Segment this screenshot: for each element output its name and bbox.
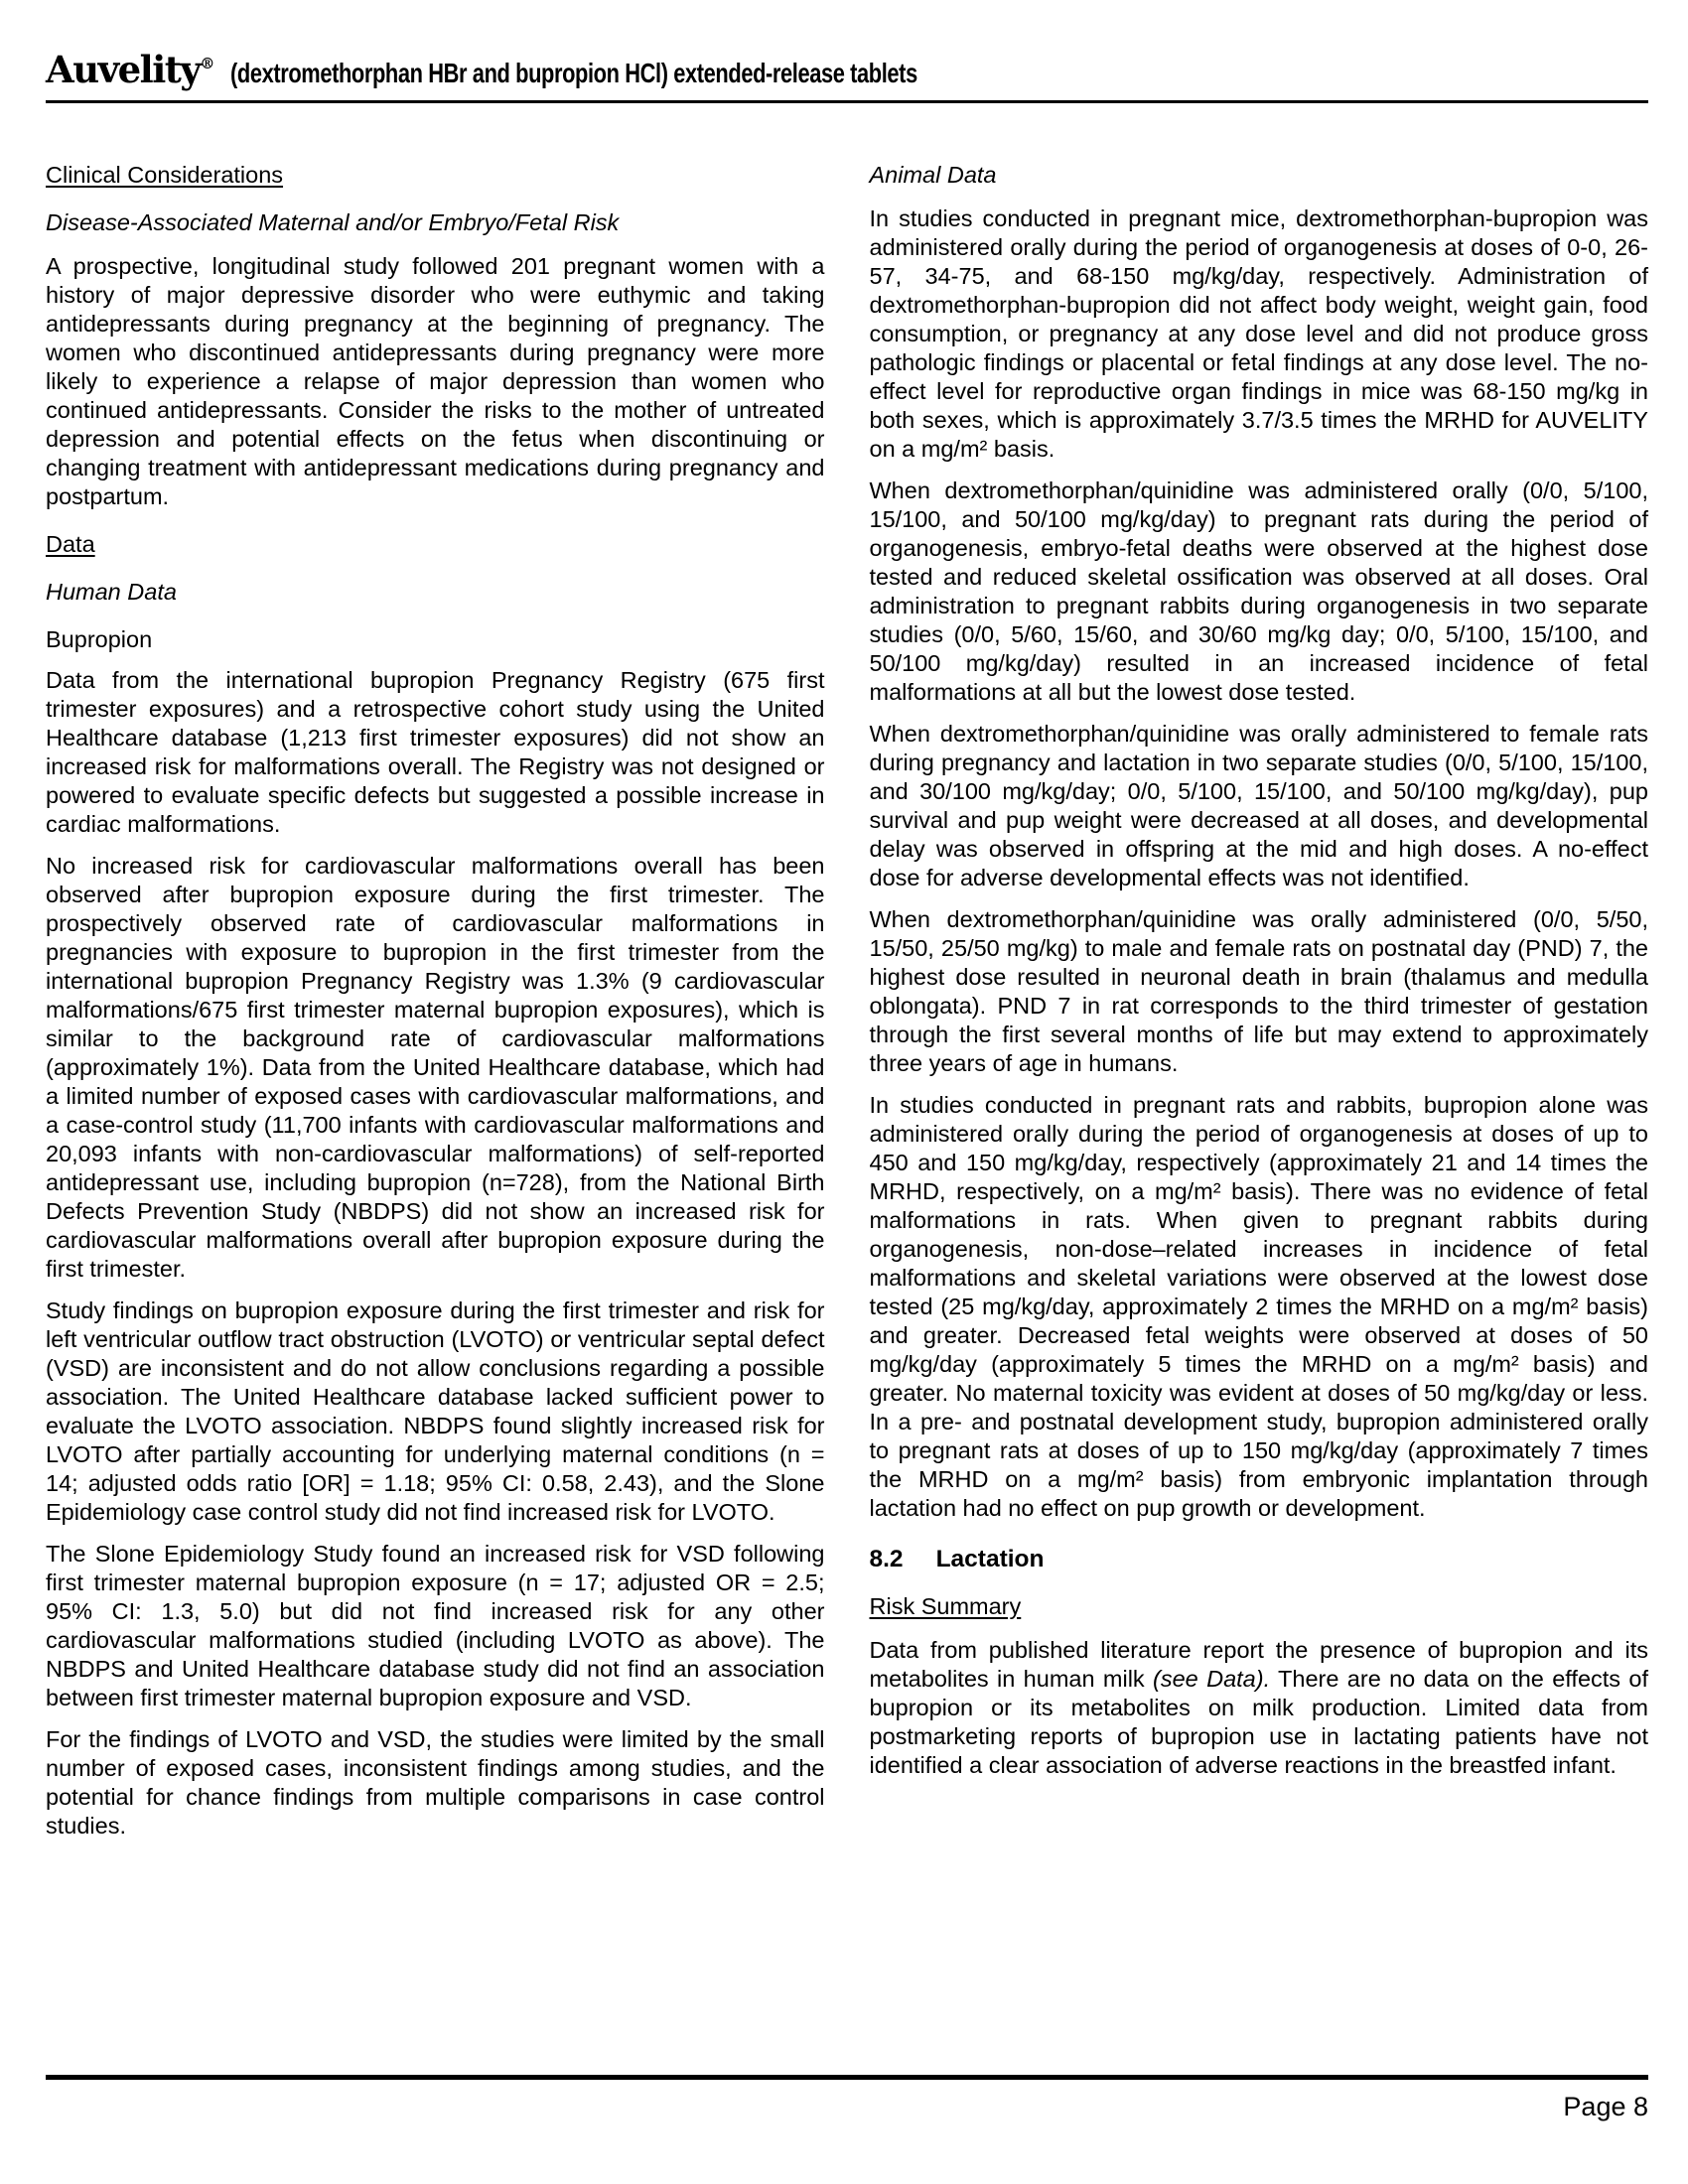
footer-divider — [46, 2075, 1648, 2080]
left-column — [46, 161, 825, 1853]
heading-disease-associated-risk: Disease-Associated Maternal and/or Embryo/Fetal Risk — [46, 209, 620, 235]
right-column — [870, 161, 1649, 1853]
heading-human-data: Human Data — [46, 579, 177, 605]
page-header — [46, 48, 1648, 103]
brand-logo — [46, 48, 214, 91]
page-number: Page 8 — [1563, 2092, 1648, 2121]
paragraph-animal-2: When dextromethorphan/quinidine was administered orally (0/0, 5/100, 15/100, and 50/100 mg/kg/day) to pregnant rats during the period of organogenesis, embryo-fetal deaths were observed at the highest dose tested and reduced skeletal ossification was observed at all doses. Oral administration to pregnant rabbits during organogenesis in two separate studies (0/0, 5/60, 15/60, and 30/60 mg/kg day; 0/0, 5/100, 15/100, and 50/100 mg/kg/day) resulted in an increased incidence of fetal malformations at all but the lowest dose tested. — [869, 478, 1648, 705]
heading-data: Data — [46, 531, 95, 557]
heading-clinical-considerations: Clinical Considerations — [46, 162, 284, 188]
heading-section-8-2-lactation — [870, 1545, 1649, 1573]
paragraph-lactation-risk-summary — [870, 1636, 1649, 1780]
paragraph-bupropion-2: No increased risk for cardiovascular malformations overall has been observed after bupropion exposure during the first trimester. The prospectively observed rate of cardiovascular malformations in pregnancies with exposure to bupropion in the first trimester from the international bupropion Pregnancy Registry was 1.3% (9 cardiovascular malformations/675 first trimester maternal bupropion exposures), which is similar to the background rate of cardiovascular malformations (approximately 1%). Data from the United Healthcare database, which had a limited number of exposed cases with cardiovascular malformations, and a case-control study (11,700 infants with cardiovascular malformations and 20,093 infants with non-cardiovascular malformations) of self-reported antidepressant use, including bupropion (n=728), from the National Birth Defects Prevention Study (NBDPS) did not show an increased risk for cardiovascular malformations overall after bupropion exposure during the first trimester. — [46, 853, 825, 1282]
paragraph-animal-1: In studies conducted in pregnant mice, dextromethorphan-bupropion was administered orally during the period of organogenesis at doses of 0-0, 26-57, 34-75, and 68-150 mg/kg/day, respectively. Administration of dextromethorphan-bupropion did not affect body weight, weight gain, food consumption, or pregnancy at any dose level and did not produce gross pathologic findings or placental or fetal findings at any dose level. The no-effect level for reproductive organ findings in mice was 68-150 mg/kg in both sexes, which is approximately 3.7/3.5 times the MRHD for AUVELITY on a mg/m² basis. — [869, 205, 1648, 462]
brand-line — [46, 48, 1648, 91]
paragraph-bupropion-4: The Slone Epidemiology Study found an increased risk for VSD following first trimester maternal bupropion exposure (n = 17; adjusted OR = 2.5; 95% CI: 1.3, 5.0) but did not find increased risk for any other cardiovascular malformations studied (including LVOTO as above). The NBDPS and United Healthcare database study did not find an association between first trimester maternal bupropion exposure and VSD. — [46, 1541, 825, 1710]
heading-risk-summary: Risk Summary — [869, 1593, 1022, 1619]
section-number: 8.2 — [869, 1546, 904, 1572]
paragraph-bupropion-3: Study findings on bupropion exposure during the first trimester and risk for left ventricular outflow tract obstruction (LVOTO) or ventricular septal defect (VSD) are inconsistent and do not allow conclusions regarding a possible association. The United Healthcare database lacked sufficient power to evaluate the LVOTO association. NBDPS found slightly increased risk for LVOTO after partially accounting for underlying maternal conditions (n = 14; adjusted odds ratio [OR] = 1.18; 95% CI: 0.58, 2.43), and the Slone Epidemiology case control study did not find increased risk for LVOTO. — [46, 1297, 825, 1525]
heading-bupropion: Bupropion — [46, 626, 153, 652]
brand-name: Auvelity — [46, 48, 201, 91]
two-column-content — [46, 161, 1648, 1853]
paragraph-disease-risk: A prospective, longitudinal study followed 201 pregnant women with a history of major depressive disorder who were euthymic and taking antidepressants during pregnancy at the beginning of pregnancy. The women who discontinued antidepressants during pregnancy were more likely to experience a relapse of major depression than women who continued antidepressants. Consider the risks to the mother of untreated depression and potential effects on the fetus when discontinuing or changing treatment with antidepressant medications during pregnancy and postpartum. — [46, 253, 825, 509]
brand-subtitle: (dextromethorphan HBr and bupropion HCl) extended-release tablets — [230, 58, 918, 88]
paragraph-animal-5: In studies conducted in pregnant rats and rabbits, bupropion alone was administered orally during the period of organogenesis at doses of up to 450 and 150 mg/kg/day, respectively (approximately 21 and 14 times the MRHD, respectively, on a mg/m² basis). There was no evidence of fetal malformations in rats. When given to pregnant rabbits during organogenesis, non-dose–related increases in incidence of fetal malformations and skeletal variations were observed at the lowest dose tested (25 mg/kg/day, approximately 2 times the MRHD on a mg/m² basis) and greater. Decreased fetal weights were observed at doses of 50 mg/kg/day (approximately 5 times the MRHD on a mg/m² basis) and greater. No maternal toxicity was evident at doses of 50 mg/kg/day or less. In a pre- and postnatal development study, bupropion administered orally to pregnant rats at doses of up to 150 mg/kg/day (approximately 7 times the MRHD on a mg/m² basis) from embryonic implantation through lactation had no effect on pup growth or development. — [869, 1092, 1648, 1521]
risk-summary-text-end: There are no data on the effects of bupropion or its metabolites on milk production. Limited data from postmarketing reports of bupropion use in lactating patients have not identified a clear association of adverse reactions in the breastfed infant. — [869, 1666, 1649, 1778]
header-divider — [46, 100, 1648, 103]
registered-trademark-symbol: ® — [200, 55, 215, 72]
paragraph-animal-3: When dextromethorphan/quinidine was orally administered to female rats during pregnancy and lactation in two separate studies (0/0, 5/100, 15/100, and 30/100 mg/kg/day; 0/0, 5/100, 15/100, and 50/100 mg/kg/day), pup survival and pup weight were decreased at all doses, and developmental delay was observed in offspring at the mid and high doses. A no-effect dose for adverse developmental effects was not identified. — [869, 721, 1648, 890]
section-title: Lactation — [935, 1546, 1045, 1572]
page-footer — [46, 2075, 1648, 2122]
risk-summary-text-start: Data from published literature report the presence of bupropion and its metabolites in human milk — [869, 1637, 1648, 1692]
heading-animal-data: Animal Data — [869, 162, 997, 188]
paragraph-animal-4: When dextromethorphan/quinidine was orally administered (0/0, 5/50, 15/50, 25/50 mg/kg) to male and female rats on postnatal day (PND) 7, the highest dose resulted in neuronal death in brain (thalamus and medulla oblongata). PND 7 in rat corresponds to the third trimester of gestation through the first several months of life but may extend to approximately three years of age in humans. — [869, 906, 1648, 1076]
see-data-reference: (see Data). — [1153, 1666, 1271, 1692]
paragraph-bupropion-5: For the findings of LVOTO and VSD, the studies were limited by the small number of exposed cases, inconsistent findings among studies, and the potential for chance findings from multiple comparisons in case control studies. — [46, 1726, 825, 1839]
paragraph-bupropion-1: Data from the international bupropion Pregnancy Registry (675 first trimester exposures) and a retrospective cohort study using the United Healthcare database (1,213 first trimester exposures) did not show an increased risk for malformations overall. The Registry was not designed or powered to evaluate specific defects but suggested a possible increase in cardiac malformations. — [46, 667, 825, 837]
